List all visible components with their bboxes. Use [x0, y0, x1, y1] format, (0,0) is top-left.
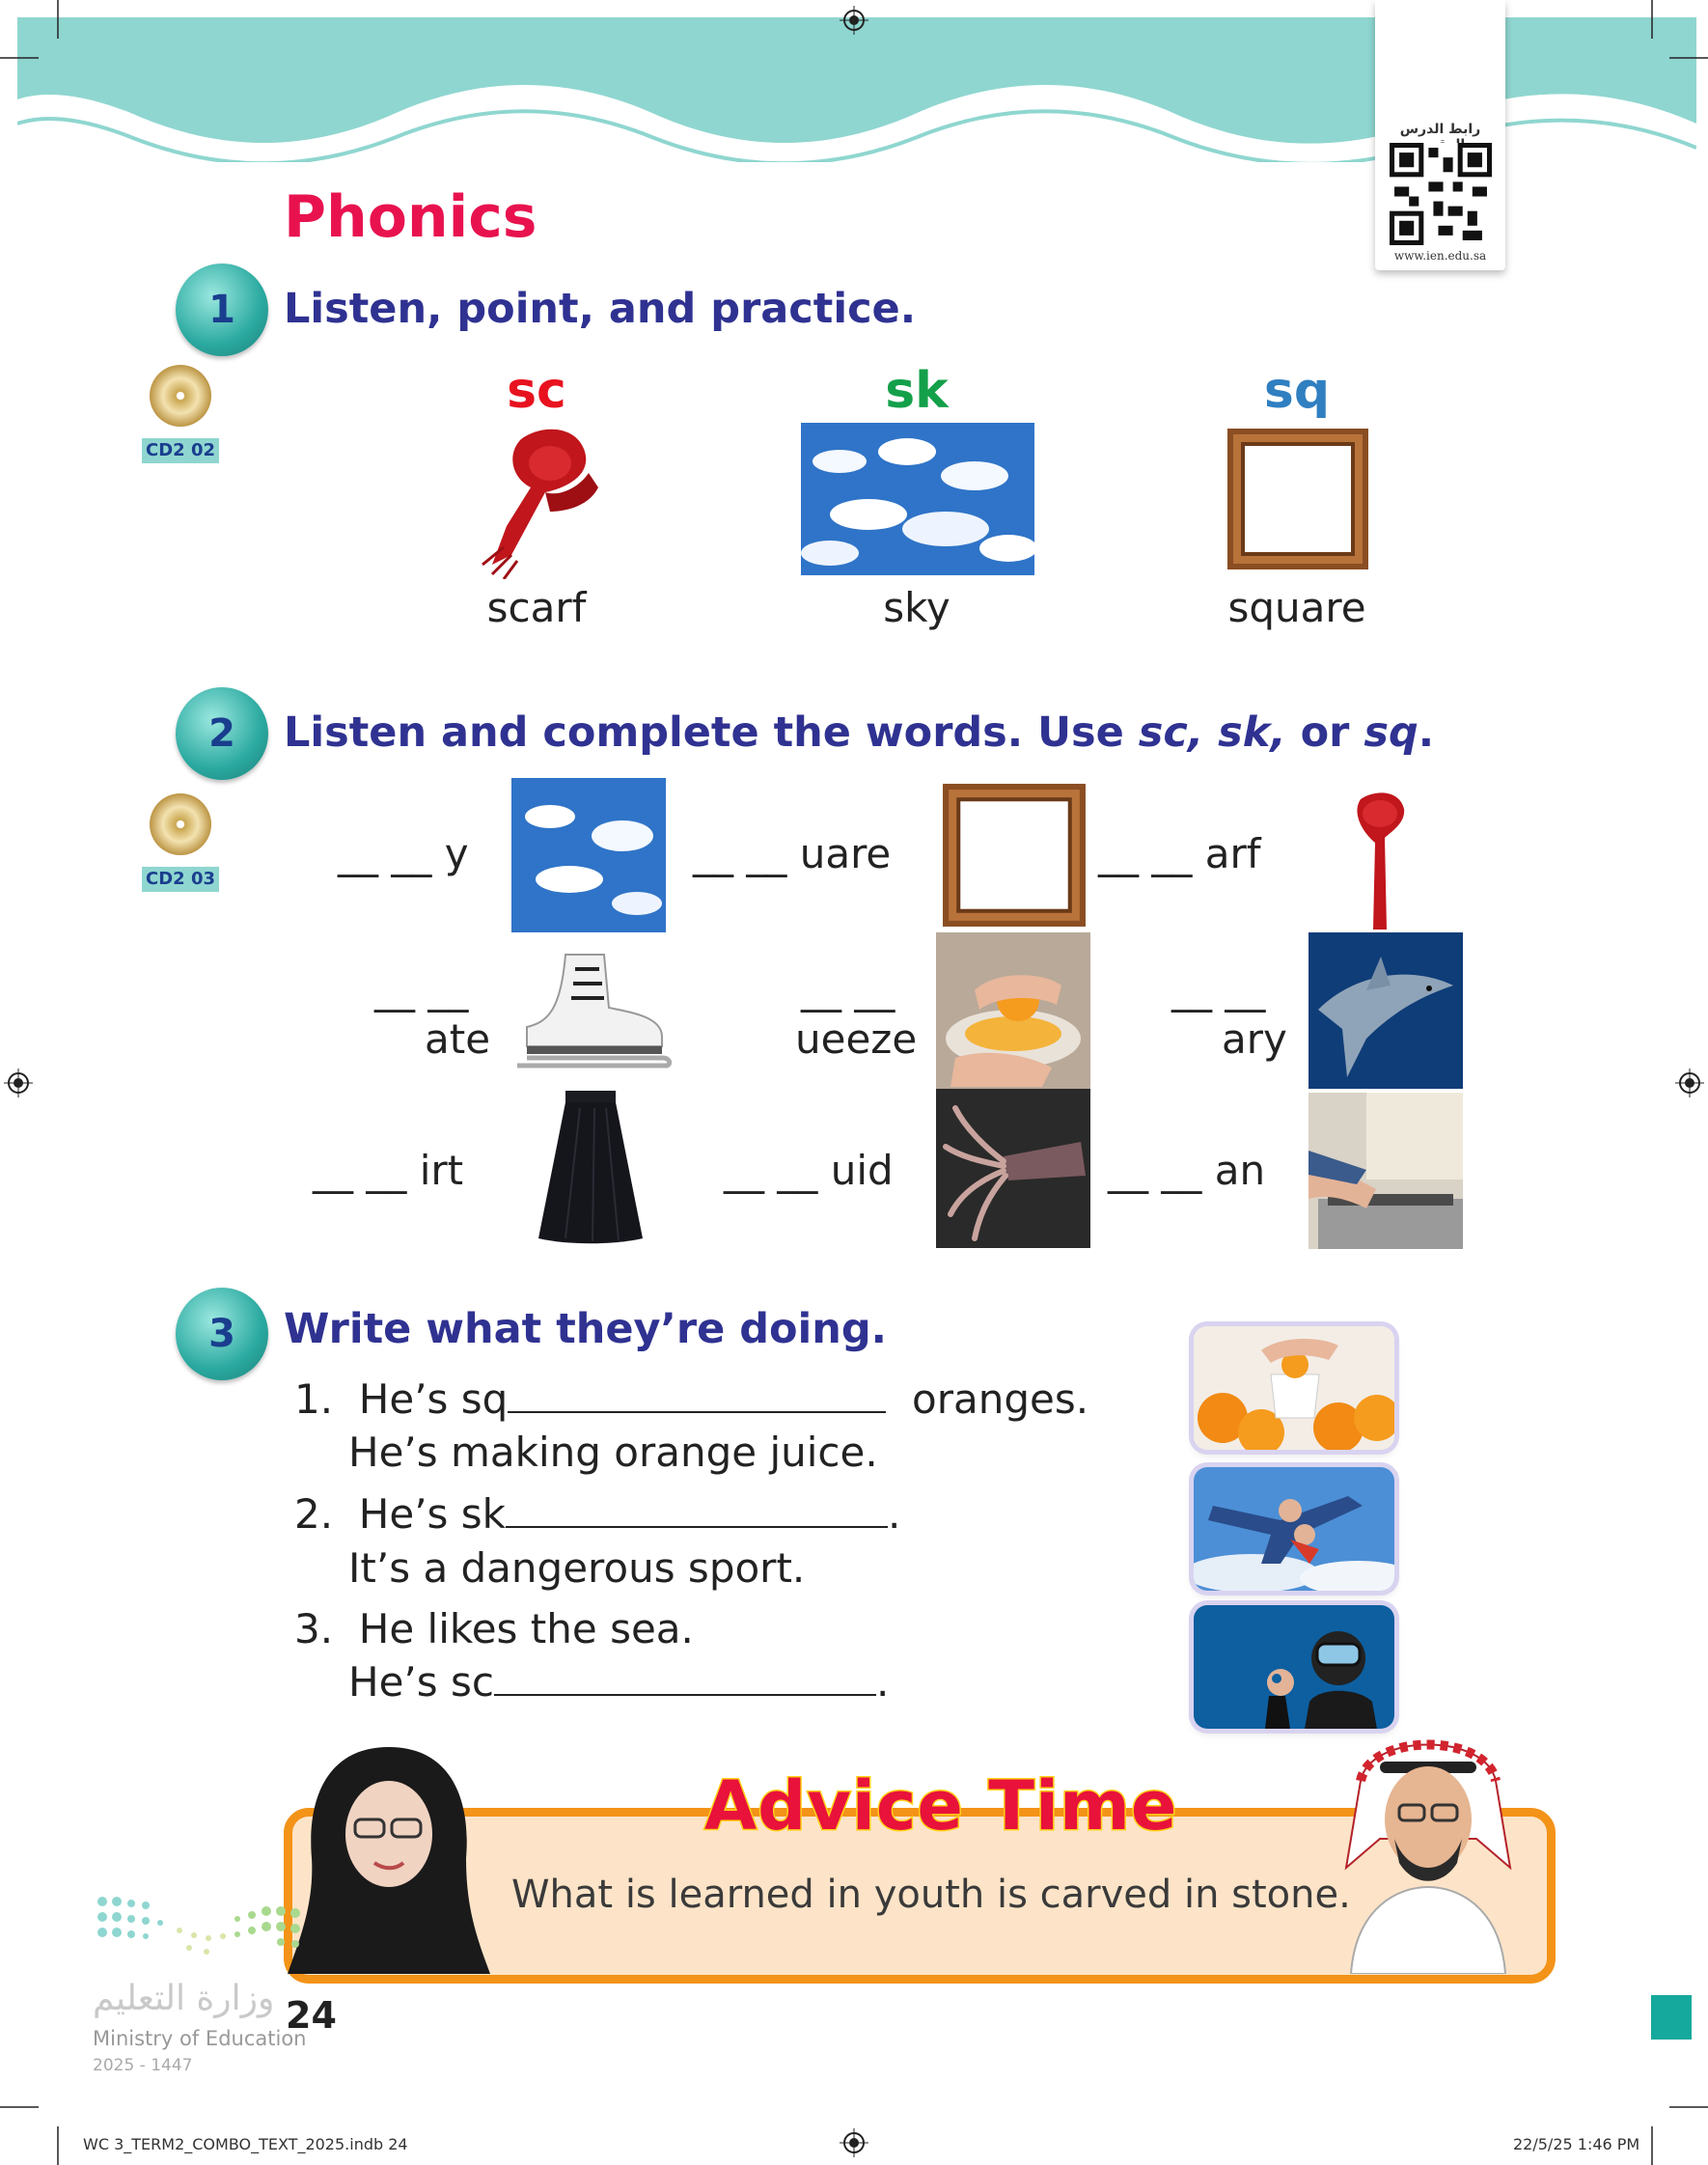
- ministry-english-name: Ministry of Education: [93, 2027, 307, 2050]
- oranges-icon: [1194, 1326, 1394, 1450]
- phoneme-sc: sc: [507, 362, 566, 420]
- square-frame-icon: [1226, 427, 1370, 571]
- word-blank-scan[interactable]: __ __ an: [1108, 1147, 1266, 1194]
- advice-text: What is learned in youth is carved in stone.: [511, 1873, 1351, 1917]
- exercise-number-badge: 3: [176, 1288, 268, 1380]
- registration-mark-icon: [840, 6, 868, 35]
- answer-line-2[interactable]: [506, 1526, 888, 1528]
- word-ending-squeeze: ueeze: [795, 1015, 918, 1063]
- exercise-item-1: 1. He’s sq oranges.: [294, 1375, 1089, 1423]
- footer-file-info: WC 3_TERM2_COMBO_TEXT_2025.indb 24: [83, 2135, 408, 2153]
- sky-icon: [511, 778, 666, 932]
- cd-track-button[interactable]: [142, 793, 219, 900]
- word-blank-scary[interactable]: __ __: [1171, 965, 1266, 1013]
- ministry-arabic-name: وزارة التعليم: [93, 1979, 275, 2018]
- exercise-item-3: 3. He likes the sea.: [294, 1605, 694, 1652]
- qr-caption: رابط الدرس: [1399, 122, 1481, 137]
- picture-skydiving: [1194, 1467, 1394, 1591]
- page-number: 24: [286, 1994, 337, 2037]
- exercise-item-3-answer: He’s sc .: [348, 1658, 890, 1706]
- qr-code-card[interactable]: [1375, 0, 1505, 270]
- page-title: Phonics: [284, 183, 537, 251]
- skydiver-icon: [1194, 1467, 1394, 1591]
- word-scarf: scarf: [486, 584, 587, 631]
- registration-mark-icon: [840, 2128, 868, 2157]
- registration-mark-icon: [4, 1069, 33, 1097]
- cd-label: CD2 02: [142, 438, 219, 463]
- phoneme-sk: sk: [885, 362, 949, 420]
- woman-character-icon: [288, 1742, 490, 1974]
- squeeze-orange-icon: [936, 932, 1090, 1089]
- exercise-3-heading: Write what they’re doing.: [284, 1305, 888, 1353]
- cd-track-button[interactable]: [142, 365, 219, 471]
- scarf-icon: [454, 420, 618, 579]
- corner-tab: [1651, 1995, 1692, 2040]
- picture-squeezing-oranges: [1194, 1326, 1394, 1450]
- shark-icon: [1309, 932, 1463, 1089]
- qr-url[interactable]: www.ien.edu.sa: [1393, 249, 1487, 263]
- qr-code-icon[interactable]: [1390, 143, 1492, 245]
- ministry-year: 2025 - 1447: [93, 2056, 193, 2075]
- exercise-item-2-hint: It’s a dangerous sport.: [348, 1544, 806, 1592]
- exercise-item-1-hint: He’s making orange juice.: [348, 1429, 878, 1476]
- exercise-2-heading: Listen and complete the words. Use sc, sk, or sq.: [284, 708, 1435, 757]
- square-frame-icon: [940, 782, 1088, 929]
- picture-scuba-diving: [1194, 1605, 1394, 1729]
- scanner-icon: [1309, 1093, 1463, 1249]
- phoneme-sq: sq: [1263, 362, 1331, 420]
- exercise-number-badge: 2: [176, 687, 268, 780]
- exercise-item-2: 2. He’s sk .: [294, 1490, 901, 1538]
- advice-title: Advice Time: [704, 1766, 1178, 1846]
- scuba-diver-icon: [1194, 1605, 1394, 1729]
- word-blank-sky[interactable]: __ __ y: [338, 830, 469, 877]
- word-square: square: [1227, 584, 1366, 631]
- word-blank-scarf[interactable]: __ __ arf: [1098, 830, 1261, 877]
- word-blank-square[interactable]: __ __ uare: [693, 830, 892, 877]
- registration-mark-icon: [1675, 1069, 1704, 1097]
- answer-line-1[interactable]: [508, 1411, 886, 1413]
- word-blank-skate[interactable]: __ __: [374, 965, 469, 1013]
- cd-icon: [150, 365, 211, 427]
- word-sky: sky: [883, 584, 950, 631]
- skate-icon: [508, 950, 672, 1077]
- word-blank-skirt[interactable]: __ __ irt: [313, 1147, 464, 1194]
- cd-label: CD2 03: [142, 867, 219, 892]
- answer-line-3[interactable]: [494, 1694, 876, 1696]
- word-ending-scary: ary: [1222, 1015, 1287, 1063]
- cd-icon: [150, 793, 211, 855]
- man-character-icon: [1322, 1723, 1534, 1974]
- word-blank-squid[interactable]: __ __ uid: [724, 1147, 894, 1194]
- sky-icon: [801, 423, 1034, 575]
- word-ending-skate: ate: [425, 1015, 491, 1063]
- squid-icon: [936, 1089, 1090, 1248]
- scarf-icon: [1346, 790, 1414, 934]
- word-blank-squeeze[interactable]: __ __: [801, 965, 895, 1013]
- exercise-1-heading: Listen, point, and practice.: [284, 285, 917, 333]
- skirt-icon: [537, 1089, 645, 1245]
- exercise-number-badge: 1: [176, 264, 268, 356]
- footer-date: 22/5/25 1:46 PM: [1513, 2135, 1640, 2153]
